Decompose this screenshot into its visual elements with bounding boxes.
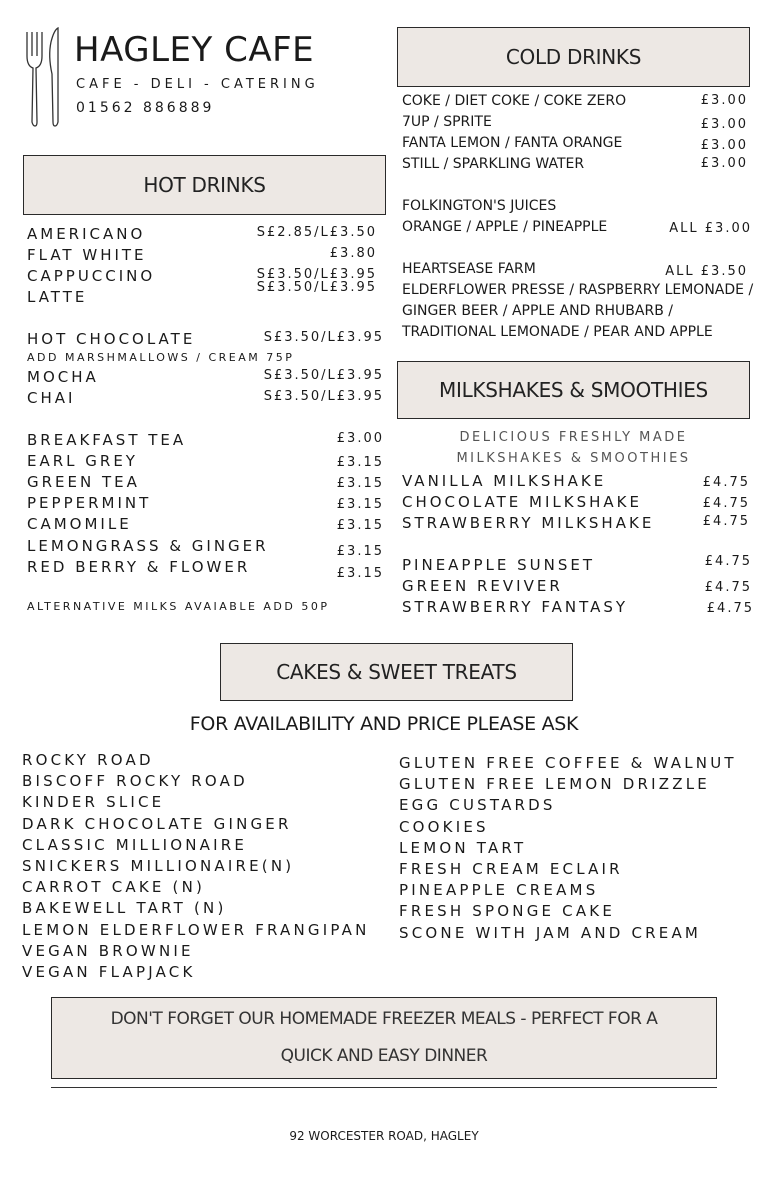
list-item: COOKIES <box>399 817 489 836</box>
divider <box>51 1087 717 1088</box>
item-name: STRAWBERRY MILKSHAKE <box>402 514 655 532</box>
item-price: £4.75 <box>704 580 752 595</box>
menu-row <box>402 135 748 153</box>
item-price: £3.15 <box>336 518 384 533</box>
item-price: £3.00 <box>700 138 748 153</box>
item-name: EARL GREY <box>27 452 138 470</box>
list-item: LEMON ELDERFLOWER FRANGIPAN <box>22 920 370 939</box>
item-price: £3.15 <box>336 544 384 559</box>
cakes-list-right <box>399 753 737 944</box>
item-price: £4.75 <box>706 601 754 616</box>
item-name: VANILLA MILKSHAKE <box>402 472 607 490</box>
freezer-meals-banner <box>51 997 717 1079</box>
item-price: £4.75 <box>702 496 750 511</box>
item-price: £3.00 <box>700 156 748 171</box>
cold-drinks-heading: COLD DRINKS <box>397 27 750 87</box>
milkshakes-heading: MILKSHAKES & SMOOTHIES <box>397 361 750 419</box>
item-price: £3.00 <box>336 431 384 446</box>
list-item: DARK CHOCOLATE GINGER <box>22 814 292 833</box>
menu-row <box>27 515 384 533</box>
milkshakes-subtitle: DELICIOUS FRESHLY MADE <box>459 430 688 445</box>
item-price: S£3.50/L£3.95 <box>263 330 384 345</box>
item-name: LATTE <box>27 288 88 306</box>
list-item: FRESH SPONGE CAKE <box>399 902 616 921</box>
menu-row <box>402 493 750 511</box>
list-item: SCONE WITH JAM AND CREAM <box>399 923 702 942</box>
menu-row <box>402 556 752 574</box>
item-price: £3.15 <box>336 476 384 491</box>
list-item: VEGAN FLAPJACK <box>22 963 196 982</box>
item-name: RED BERRY & FLOWER <box>27 558 251 576</box>
item-name: 7UP / SPRITE <box>402 114 492 130</box>
list-item: BAKEWELL TART (N) <box>22 899 227 918</box>
item-price: £4.75 <box>704 554 752 569</box>
item-name: MOCHA <box>27 368 99 386</box>
menu-row <box>27 473 384 491</box>
cakes-note: FOR AVAILABILITY AND PRICE PLEASE ASK <box>189 713 579 735</box>
item-price: £4.75 <box>702 475 750 490</box>
item-price: S£3.50/L£3.95 <box>256 267 377 282</box>
menu-row <box>402 577 752 595</box>
menu-row <box>27 389 384 407</box>
footer-address: 92 WORCESTER ROAD, HAGLEY <box>289 1129 479 1143</box>
menu-row <box>27 246 377 264</box>
item-price: S£2.85/L£3.50 <box>256 225 377 240</box>
item-price: S£3.50/L£3.95 <box>263 389 384 404</box>
item-price: ALL £3.50 <box>665 264 748 279</box>
list-item: PINEAPPLE CREAMS <box>399 881 599 900</box>
menu-row <box>402 598 754 616</box>
menu-row <box>402 514 750 532</box>
list-item: VEGAN BROWNIE <box>22 941 194 960</box>
item-name: COKE / DIET COKE / COKE ZERO <box>402 93 627 109</box>
list-item: GLUTEN FREE COFFEE & WALNUT <box>399 754 737 772</box>
list-item: CLASSIC MILLIONAIRE <box>22 835 248 854</box>
item-price: £3.80 <box>329 246 377 261</box>
fork-icon <box>27 32 42 126</box>
item-price: £3.15 <box>336 497 384 512</box>
menu-row <box>27 494 384 512</box>
menu-row <box>27 537 384 559</box>
list-item: FRESH CREAM ECLAIR <box>399 860 623 879</box>
item-name: AMERICANO <box>27 225 146 243</box>
item-price: S£3.50/L£3.95 <box>263 368 384 383</box>
list-item: BISCOFF ROCKY ROAD <box>22 772 248 791</box>
menu-row <box>27 368 384 386</box>
menu-row <box>27 225 377 243</box>
menu-row <box>402 261 748 279</box>
list-item: GLUTEN FREE LEMON DRIZZLE <box>399 775 710 794</box>
item-name: PEPPERMINT <box>27 494 152 512</box>
knife-icon <box>50 28 58 126</box>
item-name: GREEN TEA <box>27 473 140 491</box>
item-name: FLAT WHITE <box>27 246 147 264</box>
menu-row <box>402 219 752 236</box>
item-price: £3.15 <box>336 566 384 581</box>
cafe-phone: 01562 886889 <box>76 100 215 116</box>
item-name: STRAWBERRY FANTASY <box>402 598 629 616</box>
item-name: FANTA LEMON / FANTA ORANGE <box>402 135 623 151</box>
item-name: ORANGE / APPLE / PINEAPPLE <box>402 219 608 235</box>
heartsease-line: GINGER BEER / APPLE AND RHUBARB / <box>402 303 673 319</box>
cakes-list-left <box>22 750 370 983</box>
list-item: ROCKY ROAD <box>22 751 154 769</box>
item-name: CHAI <box>27 389 76 407</box>
cakes-heading: CAKES & SWEET TREATS <box>220 643 573 701</box>
menu-row <box>402 472 750 490</box>
list-item: CARROT CAKE (N) <box>22 878 206 897</box>
menu-row <box>402 114 748 132</box>
item-price: S£3.50/L£3.95 <box>256 280 377 295</box>
cutlery-logo <box>24 26 64 130</box>
item-price: £3.15 <box>336 455 384 470</box>
heartsease-line: TRADITIONAL LEMONADE / PEAR AND APPLE <box>402 324 713 340</box>
menu-row <box>402 93 748 109</box>
item-price: £4.75 <box>702 514 750 529</box>
item-price: £3.00 <box>700 93 748 108</box>
hot-chocolate-note: ADD MARSHMALLOWS / CREAM 75P <box>27 351 295 364</box>
menu-row <box>27 330 384 348</box>
menu-row <box>27 280 377 306</box>
heartsease-line: ELDERFLOWER PRESSE / RASPBERRY LEMONADE / <box>402 282 754 298</box>
item-name: LEMONGRASS & GINGER <box>27 537 269 555</box>
banner-line: DON'T FORGET OUR HOMEMADE FREEZER MEALS - PERFECT FOR A <box>110 1009 658 1029</box>
folkington-title: FOLKINGTON'S JUICES <box>402 198 557 214</box>
banner-line: QUICK AND EASY DINNER <box>280 1046 488 1066</box>
menu-row <box>27 431 384 449</box>
item-name: HEARTSEASE FARM <box>402 261 536 277</box>
alternative-milks-note: ALTERNATIVE MILKS AVAIABLE ADD 50P <box>27 600 330 613</box>
item-name: CAMOMILE <box>27 515 132 533</box>
menu-row <box>402 156 748 172</box>
list-item: SNICKERS MILLIONAIRE(N) <box>22 857 295 876</box>
list-item: LEMON TART <box>399 838 527 857</box>
hot-drinks-heading: HOT DRINKS <box>23 155 386 215</box>
milkshakes-subtitle: MILKSHAKES & SMOOTHIES <box>456 451 691 466</box>
item-name: GREEN REVIVER <box>402 577 563 595</box>
item-name: CAPPUCCINO <box>27 267 156 285</box>
item-name: BREAKFAST TEA <box>27 431 187 449</box>
menu-row <box>27 558 384 581</box>
list-item: KINDER SLICE <box>22 793 165 812</box>
item-name: HOT CHOCOLATE <box>27 330 196 348</box>
cafe-title: HAGLEY CAFE <box>74 30 315 70</box>
cafe-tagline: CAFE - DELI - CATERING <box>76 77 319 92</box>
item-price: £3.00 <box>700 117 748 132</box>
list-item: EGG CUSTARDS <box>399 796 556 815</box>
menu-row <box>27 452 384 470</box>
item-price: ALL £3.00 <box>669 221 752 236</box>
item-name: PINEAPPLE SUNSET <box>402 556 596 574</box>
item-name: STILL / SPARKLING WATER <box>402 156 585 172</box>
item-name: CHOCOLATE MILKSHAKE <box>402 493 642 511</box>
